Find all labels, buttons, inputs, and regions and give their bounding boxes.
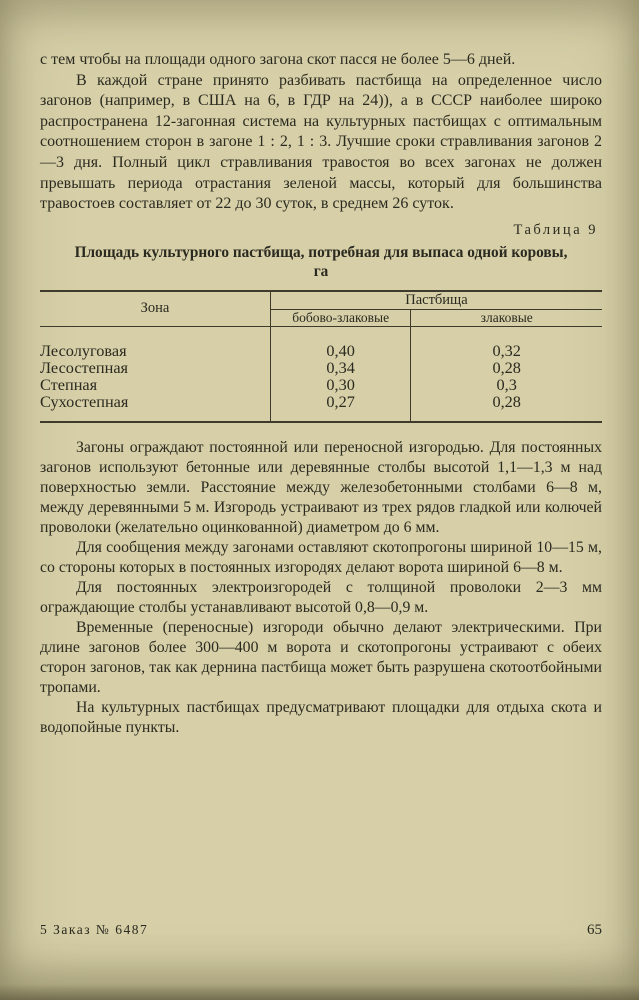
print-order-number: 5 Заказ № 6487 [40, 922, 149, 937]
paragraph: В каждой стране принято разбивать пастбища на определенное число загонов (например, в США на 6, в ГДР на 24)), а в СССР наиболее широко распространена 12-загонная система на культурных пастбищах с оптимальным соотношением сторон в загоне 1 : 2, 1 : 3. Лучшие сроки стравливания загонов 2—3 дня. Полный цикл стравливания травостоя во всех загонах не должен превышать периода отрастания зеленой массы, который для большинства травостоев составляет от 22 до 30 суток, в среднем 26 суток. [40, 71, 602, 213]
grass-value: 0,28 [492, 391, 521, 411]
column-header-zone: Зона [40, 291, 270, 327]
zone-cell: Сухостепная [40, 393, 270, 422]
legume-grass-value: 0,40 [270, 326, 411, 359]
grass-value: 0,3 [496, 374, 517, 394]
legume-grass-value: 0,27 [270, 393, 411, 422]
paragraph: Временные (переносные) изгороди обычно делают электрическими. При длине загонов более 300—400 м ворота и скотопрогоны устраивают с обеих сторон загонов, так как дернина пастбища может быть разрушена скотоотбойными тропами. [40, 618, 602, 696]
paragraph: Для сообщения между загонами оставляют скотопрогоны шириной 10—15 м, со стороны которых в постоянных изгородях делают ворота шириной 6—8 м. [40, 538, 602, 576]
page-number: 65 [587, 922, 602, 938]
table-row [40, 376, 602, 393]
column-header-legume-grass: бобово-злаковые [270, 309, 411, 326]
paragraph: Для постоянных электроизгородей с толщиной проволоки 2—3 мм ограждающие столбы устанавливают высотой 0,8—0,9 м. [40, 578, 602, 616]
paragraph: На культурных пастбищах предусматривают площадки для отдыха скота и водопойные пункты. [40, 698, 602, 736]
legume-grass-value: 0,30 [270, 376, 411, 393]
table-caption: Таблица 9 [513, 221, 598, 238]
table-title: Площадь культурного пастбища, потребная для выпаса одной коровы, га [74, 243, 568, 280]
paragraph: Загоны ограждают постоянной или переносной изгородью. Для постоянных загонов используют бетонные или деревянные столбы высотой 1,1—1,3 м над поверхностью земли. Расстояние между железобетонными столбами 6—8 м, между деревянными 5 м. Изгородь устраивают из трех рядов гладкой или колючей проволоки (желательно оцинкованной) диаметром до 6 мм. [40, 438, 602, 536]
top-text-block [40, 50, 602, 215]
bottom-text-block [40, 438, 602, 738]
zone-cell: Лесостепная [40, 359, 270, 376]
grass-value: 0,28 [492, 357, 521, 377]
zone-cell: Степная [40, 376, 270, 393]
table-row [40, 359, 602, 376]
table-row [40, 326, 602, 359]
zone-cell: Лесолуговая [40, 326, 270, 359]
grass-value: 0,32 [492, 340, 521, 360]
page-footer [40, 922, 602, 939]
table-row [40, 393, 602, 422]
pasture-area-table [40, 290, 602, 423]
column-header-grass: злаковые [411, 309, 602, 326]
column-header-pastures: Пастбища [270, 291, 602, 310]
paragraph-continuation: с тем чтобы на площади одного загона скот пасся не более 5—6 дней. [40, 51, 516, 68]
legume-grass-value: 0,34 [270, 359, 411, 376]
